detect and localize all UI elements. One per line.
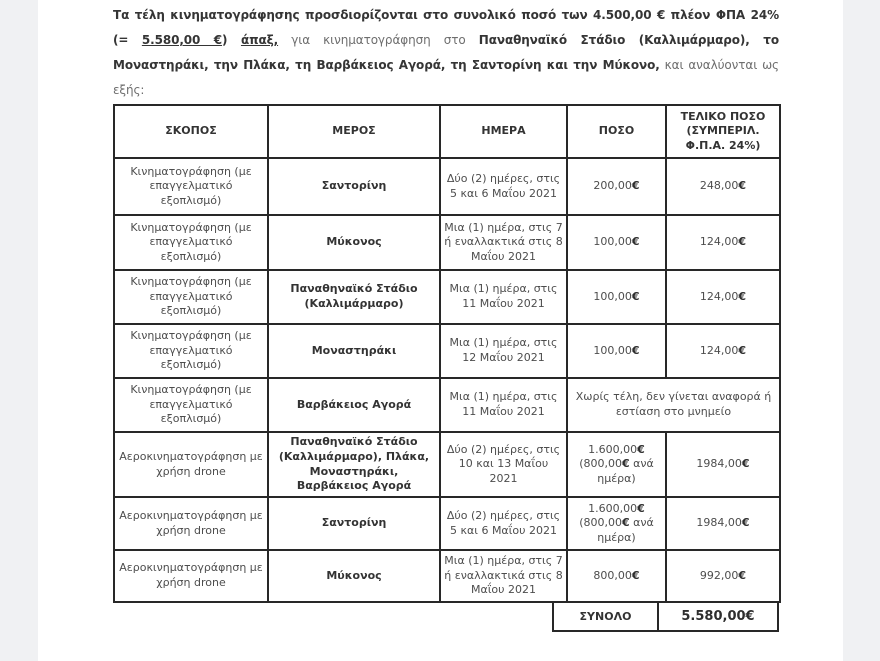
table-row: [114, 324, 780, 378]
table-header-row: [114, 105, 780, 158]
column-header: ΣΚΟΠΟΣ: [114, 105, 268, 158]
cell-place: Παναθηναϊκό Στάδιο (Καλλιμάρμαρο): [268, 270, 440, 324]
cell-amount: 800,00€: [567, 550, 666, 602]
cell-purpose: Κινηματογράφηση (με επαγγελματικό εξοπλισμό): [114, 378, 268, 432]
cell-purpose: Κινηματογράφηση (με επαγγελματικό εξοπλισμό): [114, 158, 268, 215]
column-header: ΗΜΕΡΑ: [440, 105, 567, 158]
table-row: [114, 378, 780, 432]
cell-amount: 1.600,00€ (800,00€ ανά ημέρα): [567, 497, 666, 550]
cell-purpose: Κινηματογράφηση (με επαγγελματικό εξοπλισμό): [114, 270, 268, 324]
cell-amount: 100,00€: [567, 215, 666, 270]
cell-final-amount: 248,00€: [666, 158, 780, 215]
cell-final-amount: 124,00€: [666, 324, 780, 378]
cell-day: Δύο (2) ημέρες, στις 5 και 6 Μαΐου 2021: [440, 158, 567, 215]
cell-amount: 200,00€: [567, 158, 666, 215]
cell-place: Βαρβάκειος Αγορά: [268, 378, 440, 432]
cell-place: Μύκονος: [268, 215, 440, 270]
column-header: ΠΟΣΟ: [567, 105, 666, 158]
cell-final-amount: 124,00€: [666, 270, 780, 324]
column-header: ΜΕΡΟΣ: [268, 105, 440, 158]
cell-amount: 100,00€: [567, 270, 666, 324]
cell-day: Δύο (2) ημέρες, στις 10 και 13 Μαΐου 2021: [440, 432, 567, 497]
cell-day: Δύο (2) ημέρες, στις 5 και 6 Μαΐου 2021: [440, 497, 567, 550]
table-row: [114, 270, 780, 324]
cell-final-amount: 992,00€: [666, 550, 780, 602]
cell-purpose: Αεροκινηματογράφηση με χρήση drone: [114, 497, 268, 550]
column-header: ΤΕΛΙΚΟ ΠΟΣΟ (ΣΥΜΠΕΡΙΛ. Φ.Π.Α. 24%): [666, 105, 780, 158]
cell-day: Μια (1) ημέρα, στις 7 ή εναλλακτικά στις 8 Μαΐου 2021: [440, 550, 567, 602]
cell-place: Παναθηναϊκό Στάδιο (Καλλιμάρμαρο), Πλάκα, Μοναστηράκι, Βαρβάκειος Αγορά: [268, 432, 440, 497]
intro-segment: άπαξ,: [240, 33, 279, 47]
cell-final-amount: 1984,00€: [666, 432, 780, 497]
cell-day: Μια (1) ημέρα, στις 11 Μαΐου 2021: [440, 270, 567, 324]
table-body: [114, 158, 780, 602]
cell-place: Μοναστηράκι: [268, 324, 440, 378]
cell-no-fee-note: Χωρίς τέλη, δεν γίνεται αναφορά ή εστίαση στο μνημείο: [567, 378, 780, 432]
table-row: [114, 497, 780, 550]
fees-table: [113, 104, 781, 603]
intro-segment: για κινηματογράφηση στο: [278, 33, 479, 47]
cell-amount: 100,00€: [567, 324, 666, 378]
cell-purpose: Αεροκινηματογράφηση με χρήση drone: [114, 550, 268, 602]
cell-amount: 1.600,00€ (800,00€ ανά ημέρα): [567, 432, 666, 497]
table-row: [114, 550, 780, 602]
cell-purpose: Κινηματογράφηση (με επαγγελματικό εξοπλισμό): [114, 324, 268, 378]
intro-paragraph: [113, 3, 779, 103]
intro-segment: Παναθηναϊκό Στάδιο (Καλλιμάρμαρο), το Μοναστηράκι, την Πλάκα, τη Βαρβάκειος Αγορά, τη Σαντορίνη και την Μύκονο,: [113, 33, 779, 72]
document-page: [38, 0, 843, 661]
cell-place: Σαντορίνη: [268, 497, 440, 550]
intro-segment: και αναλύονται ως εξής:: [113, 58, 779, 97]
cell-place: Μύκονος: [268, 550, 440, 602]
table-row: [114, 158, 780, 215]
cell-final-amount: 1984,00€: [666, 497, 780, 550]
cell-day: Μια (1) ημέρα, στις 12 Μαΐου 2021: [440, 324, 567, 378]
intro-segment: 5.580,00 €: [141, 33, 223, 47]
cell-purpose: Κινηματογράφηση (με επαγγελματικό εξοπλισμό): [114, 215, 268, 270]
cell-day: Μια (1) ημέρα, στις 7 ή εναλλακτικά στις 8 Μαΐου 2021: [440, 215, 567, 270]
cell-place: Σαντορίνη: [268, 158, 440, 215]
table-row: [114, 432, 780, 497]
cell-purpose: Αεροκινηματογράφηση με χρήση drone: [114, 432, 268, 497]
intro-segment: ): [222, 33, 241, 47]
total-label: ΣΥΝΟΛΟ: [554, 603, 659, 630]
total-value: 5.580,00 €: [681, 609, 755, 624]
total-row: [552, 601, 779, 632]
cell-final-amount: 124,00€: [666, 215, 780, 270]
table-row: [114, 215, 780, 270]
cell-day: Μια (1) ημέρα, στις 11 Μαΐου 2021: [440, 378, 567, 432]
intro-segment: Τα τέλη κινηματογράφησης προσδιορίζονται στο συνολικό ποσό των 4.500,00 € πλέον ΦΠΑ 24% (=: [113, 8, 779, 47]
